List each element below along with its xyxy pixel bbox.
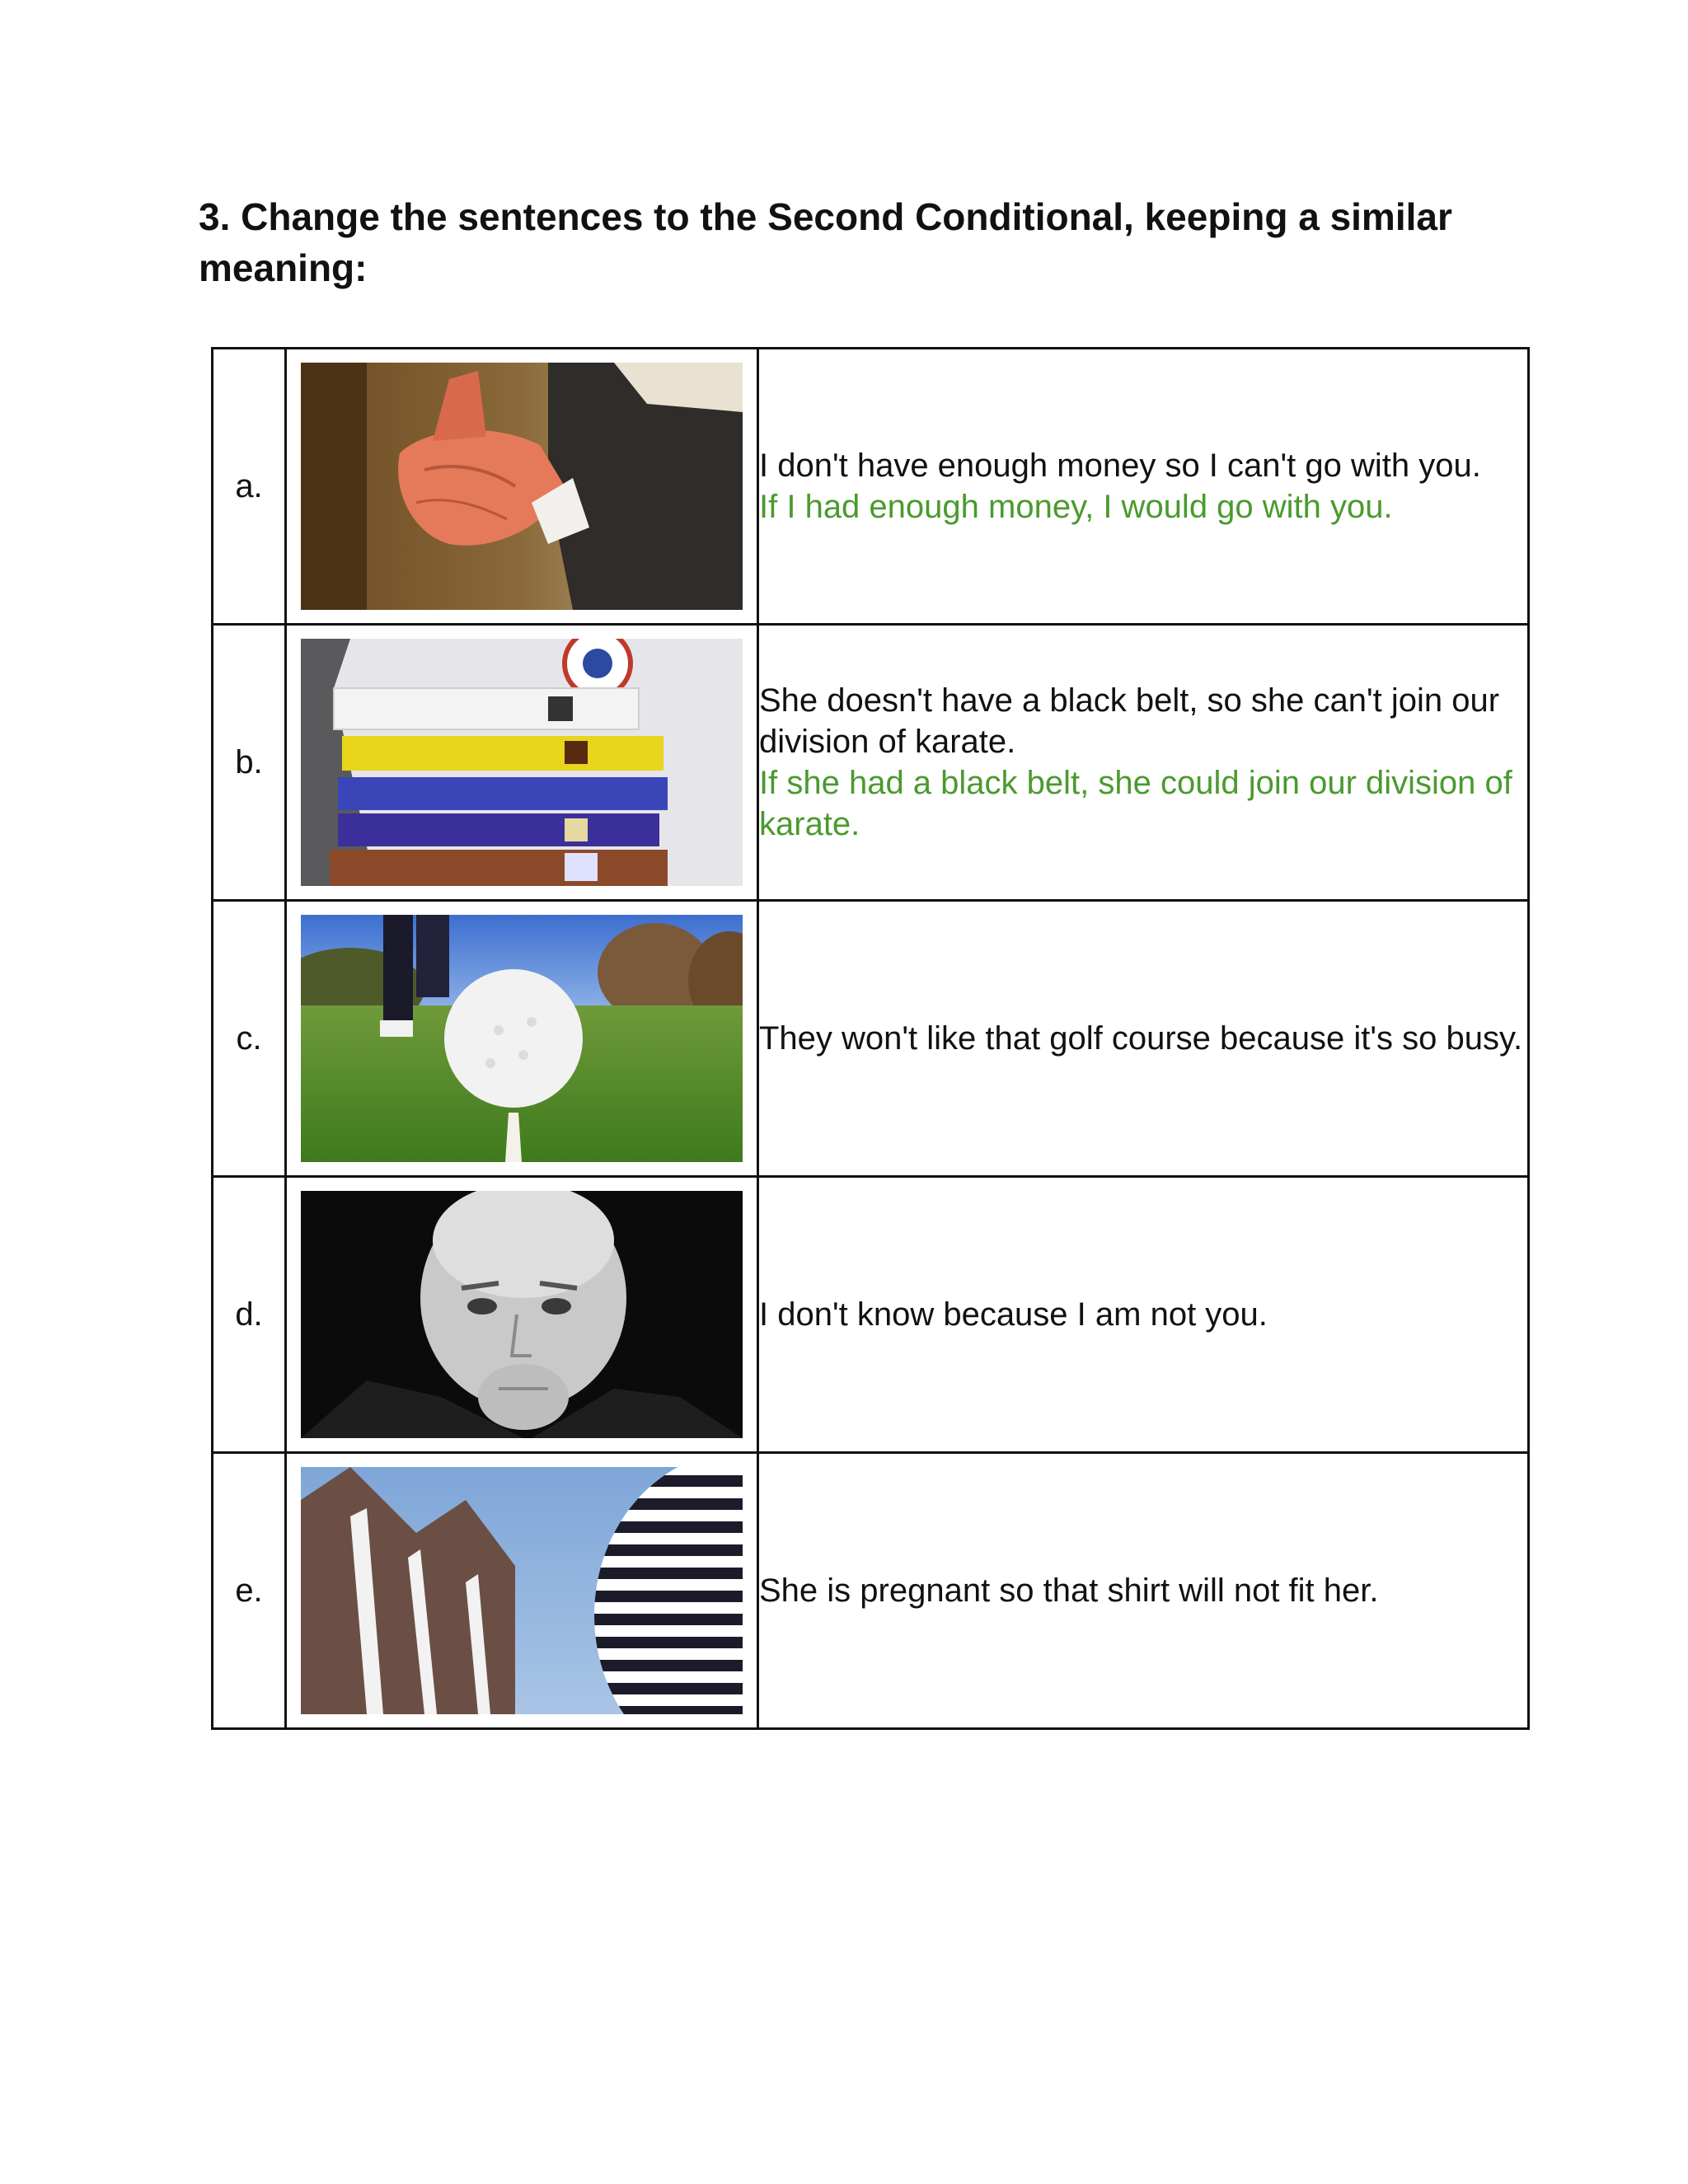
golf-ball-photo xyxy=(301,915,743,1162)
exercise-table xyxy=(211,347,1530,1730)
prompt-sentence: I don't know because I am not you. xyxy=(759,1296,1268,1333)
prompt-sentence: She is pregnant so that shirt will not fit her. xyxy=(759,1572,1379,1609)
striped-shirt-photo xyxy=(301,1467,743,1714)
prompt-sentence: I don't have enough money so I can't go with you. xyxy=(759,448,1481,484)
table-row xyxy=(213,349,1529,625)
page-title: 3. Change the sentences to the Second Conditional, keeping a similar meaning: xyxy=(199,195,1452,289)
table-row xyxy=(213,1177,1529,1453)
table-row xyxy=(213,625,1529,901)
prompt-sentence: They won't like that golf course because it's so busy. xyxy=(759,1020,1523,1057)
row-label: b. xyxy=(213,625,286,901)
thinking-man-photo xyxy=(301,1191,743,1438)
row-label: e. xyxy=(213,1453,286,1729)
prompt-sentence: She doesn't have a black belt, so she can't join our division of karate. xyxy=(759,682,1500,760)
answer-sentence: If she had a black belt, she could join our division of karate. xyxy=(759,765,1512,842)
row-label: a. xyxy=(213,349,286,625)
row-label: c. xyxy=(213,901,286,1177)
answer-sentence: If I had enough money, I would go with you. xyxy=(759,489,1393,525)
table-row xyxy=(213,1453,1529,1729)
row-label: d. xyxy=(213,1177,286,1453)
karate-belts-photo xyxy=(301,639,743,886)
table-row xyxy=(213,901,1529,1177)
empty-pocket-photo xyxy=(301,363,743,610)
